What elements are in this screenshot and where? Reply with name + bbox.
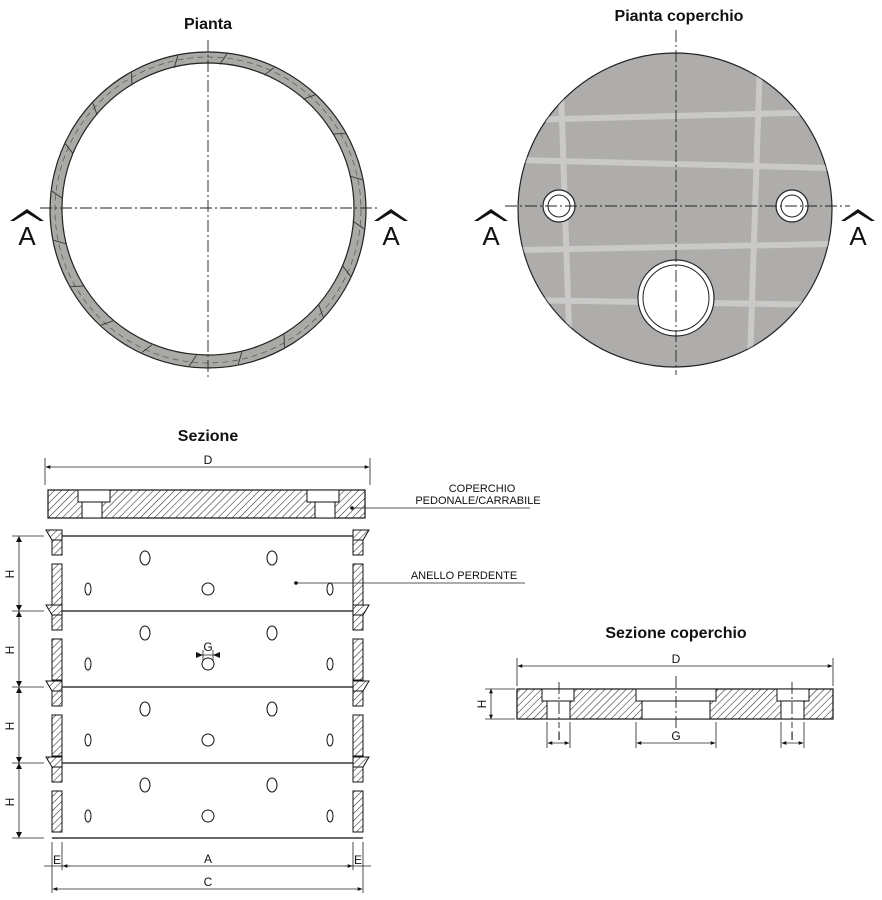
right-wall-socket [353,530,369,540]
dim-label-A: A [203,852,213,866]
dim-label-I: I [790,729,794,743]
perforation [327,583,333,595]
perforation [267,626,277,640]
left-wall-top [52,540,62,555]
dim-label-C: C [203,875,213,889]
right-wall-socket [353,757,369,767]
cover-section-view [475,625,833,748]
dim-label-D: D [203,453,213,467]
dim-label-D: D [671,652,681,666]
perforation [267,702,277,716]
cover-section-title: Sezione coperchio [605,625,747,642]
dim-label-I: I [557,729,561,743]
ring-section [46,757,369,832]
perforation [85,734,91,746]
left-wall-socket [46,530,62,540]
dim-label-H: H [475,699,489,709]
section-letter: A [382,221,400,251]
section-letter: A [18,221,36,251]
perforation [85,658,91,670]
left-wall-body [52,564,62,605]
perforation [140,778,150,792]
perforation [85,583,91,595]
section-letter: A [482,221,500,251]
right-wall-top [353,615,363,630]
section-title: Sezione [177,428,239,445]
perforation [202,734,214,746]
right-wall-socket [353,605,369,615]
left-wall-body [52,791,62,832]
left-wall-top [52,691,62,706]
perforation [140,626,150,640]
label-cover-2: PEDONALE/CARRABILE [415,495,541,507]
section-view [3,428,541,893]
right-wall-top [353,691,363,706]
left-wall-socket [46,605,62,615]
perforation [327,658,333,670]
dim-label-H: H [3,721,17,731]
dim-label-H: H [3,569,17,579]
perforation [140,551,150,565]
right-wall-body [353,715,363,756]
dim-label-E-right: E [353,853,363,867]
cover-slab-detail [517,689,833,719]
perforation [327,734,333,746]
perforation [202,658,214,670]
right-wall-body [353,564,363,605]
left-wall-socket [46,757,62,767]
dimension-H-stack [3,536,44,838]
ring-section [46,681,369,756]
dim-label-H: H [3,797,17,807]
plan-view [10,16,408,378]
section-marker-right [841,209,875,251]
cover-plan-view [474,8,875,375]
section-marker-left [474,209,508,251]
dim-label-H: H [3,645,17,655]
right-wall-socket [353,681,369,691]
left-wall-body [52,715,62,756]
right-wall-top [353,767,363,782]
left-wall-top [52,615,62,630]
perforation [202,810,214,822]
right-wall-body [353,791,363,832]
perforation [140,702,150,716]
perforation [327,810,333,822]
right-wall-top [353,540,363,555]
section-marker-right [374,209,408,251]
label-cover-1: COPERCHIO [448,483,516,495]
perforation [85,810,91,822]
dim-label-G: G [671,729,681,743]
plan-title: Pianta [183,16,233,33]
left-wall-top [52,767,62,782]
section-letter: A [849,221,867,251]
label-ring: ANELLO PERDENTE [410,570,518,582]
perforated-rings [46,530,369,838]
dimension-bottom [44,842,371,893]
left-wall-socket [46,681,62,691]
right-wall-body [353,639,363,680]
left-wall-body [52,639,62,680]
dim-label-E-left: E [52,853,62,867]
dim-label-G: G [203,640,213,654]
perforation [267,778,277,792]
section-marker-left [10,209,44,251]
perforation [267,551,277,565]
ring-section [46,530,369,605]
cover-slab-section [48,490,365,518]
perforation [202,583,214,595]
cover-plan-title: Pianta coperchio [614,8,744,25]
